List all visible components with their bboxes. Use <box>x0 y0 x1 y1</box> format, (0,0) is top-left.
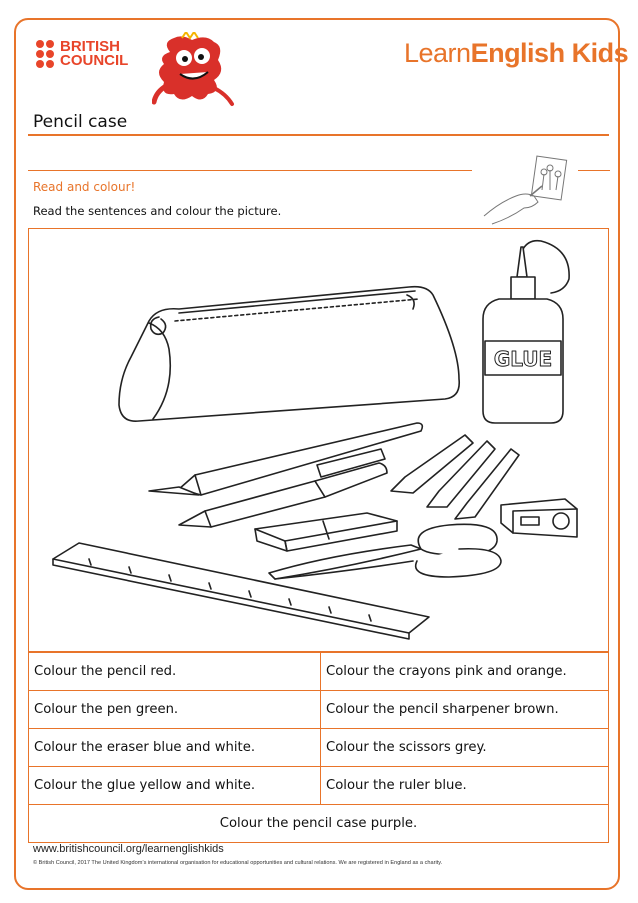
section-heading: Read and colour! <box>33 180 136 194</box>
instructions-text: Read the sentences and colour the picture. <box>33 204 282 218</box>
crayons-icon <box>391 435 519 519</box>
glue-bottle-icon <box>483 241 569 423</box>
sentence-pencil: Colour the pencil red. <box>29 653 321 691</box>
british-council-logo <box>36 40 128 68</box>
stationery-illustration <box>29 229 607 650</box>
pencil-case-icon <box>119 287 459 422</box>
sentence-sharpener: Colour the pencil sharpener brown. <box>321 691 609 729</box>
glue-label: GLUE <box>493 347 553 371</box>
sentence-pen: Colour the pen green. <box>29 691 321 729</box>
table-row <box>29 729 609 767</box>
section-divider-left <box>28 170 472 171</box>
learnenglish-kids-logo <box>404 38 628 69</box>
sentence-ruler: Colour the ruler blue. <box>321 767 609 805</box>
colouring-instructions-table <box>28 652 609 843</box>
page-title: Pencil case <box>33 112 128 132</box>
table-row <box>29 653 609 691</box>
logo-english-kids: English Kids <box>470 38 629 68</box>
colouring-picture <box>28 228 609 652</box>
british-council-line2: COUNCIL <box>60 52 129 69</box>
british-council-dots-icon <box>36 40 54 68</box>
table-row <box>29 767 609 805</box>
table-row <box>29 805 609 843</box>
footer-url-link[interactable]: www.britishcouncil.org/learnenglishkids <box>33 843 224 855</box>
logo-learn: Learn <box>404 38 471 68</box>
table-row <box>29 691 609 729</box>
monster-mascot-icon <box>152 32 238 108</box>
eraser-icon <box>255 513 397 551</box>
title-divider <box>28 134 609 136</box>
sentence-pencil-case: Colour the pencil case purple. <box>29 805 609 843</box>
pencil-sharpener-icon <box>501 499 577 537</box>
footer-copyright: © British Council, 2017 The United Kingdom’s international organisation for educational opportunities and cultural relations. We are registered in England as a charity. <box>33 860 443 866</box>
british-council-line1: BRITISH <box>60 38 120 55</box>
sentence-glue: Colour the glue yellow and white. <box>29 767 321 805</box>
section-divider-right <box>578 170 610 171</box>
sentence-crayons: Colour the crayons pink and orange. <box>321 653 609 691</box>
sentence-scissors: Colour the scissors grey. <box>321 729 609 767</box>
hand-drawing-icon <box>480 152 576 228</box>
sentence-eraser: Colour the eraser blue and white. <box>29 729 321 767</box>
